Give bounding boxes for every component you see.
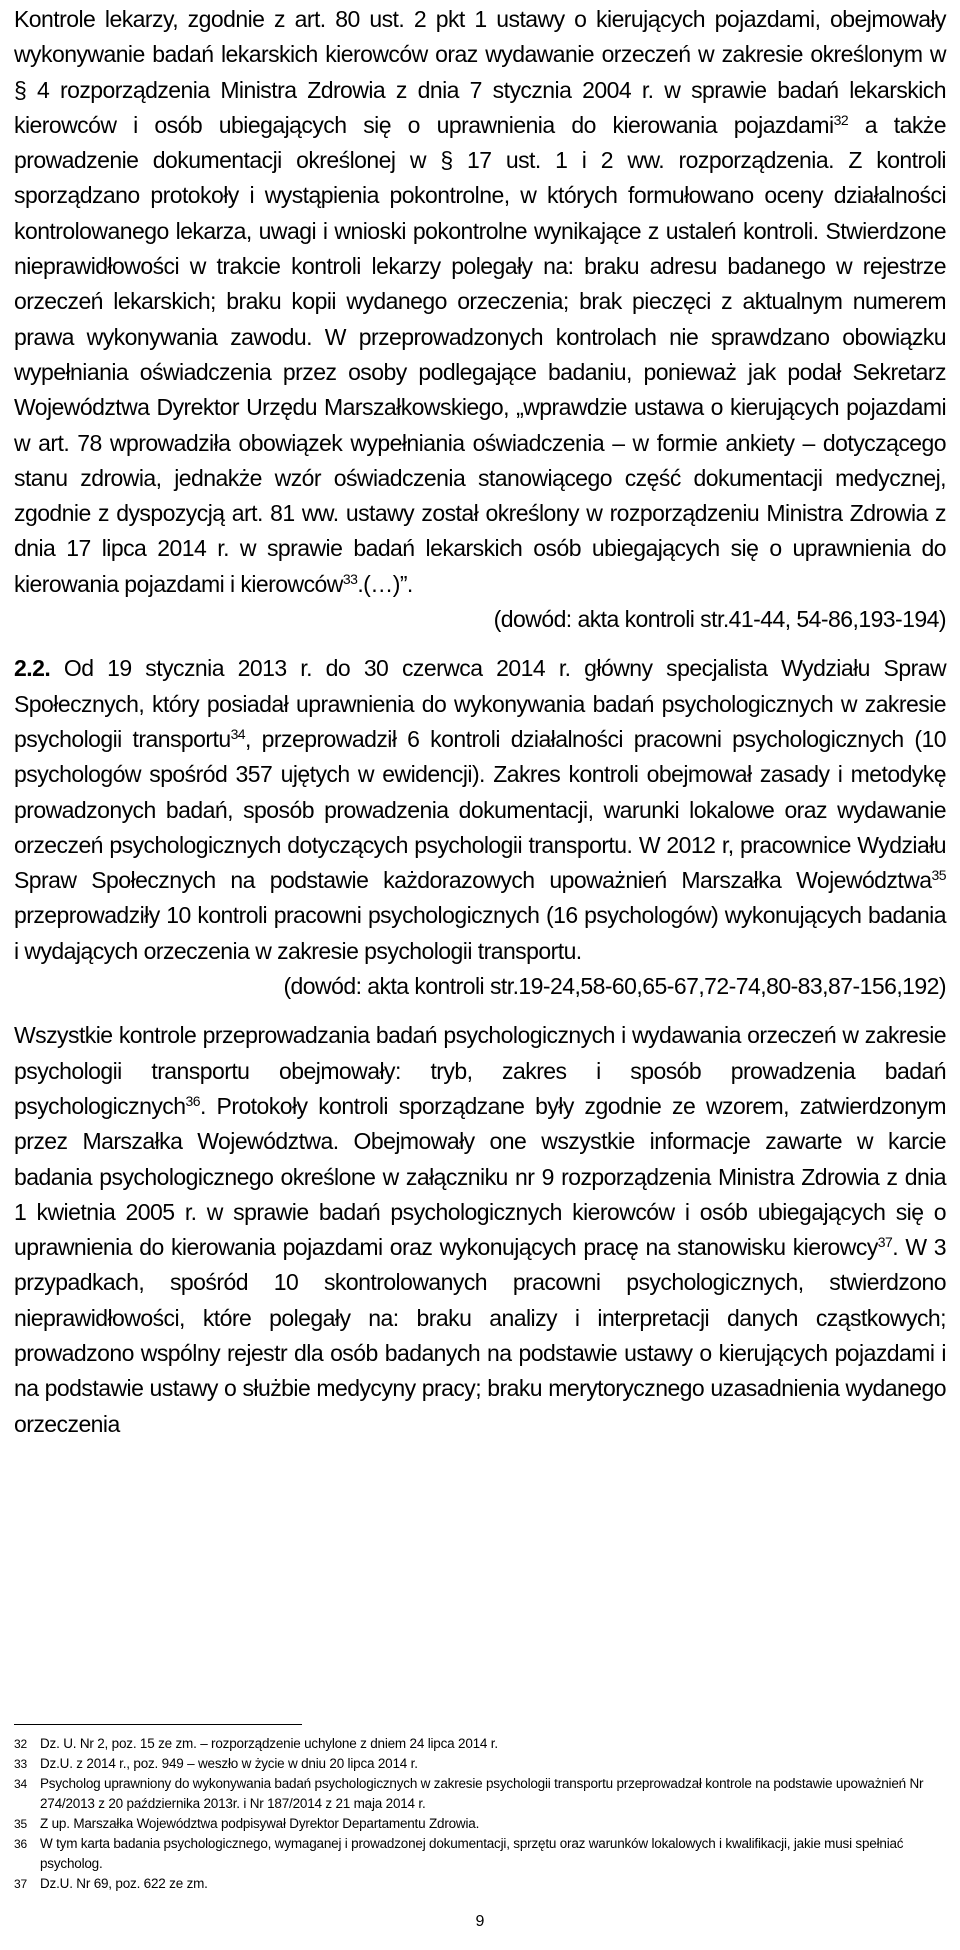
- footnote-ref-37[interactable]: 37: [877, 1234, 893, 1251]
- footnote-37: [14, 1874, 946, 1894]
- footnote-text: W tym karta badania psychologicznego, wymaganej i prowadzonej dokumentacji, sprzętu oraz warunków lokalowych i kwalifikacji, jakie musi spełniać psycholog.: [40, 1836, 904, 1871]
- paragraph-text: . Protokoły kontroli sporządzane były zgodnie ze wzorem, zatwierdzonym przez Marszałka Województwa. Obejmowały one wszystkie informacje zawarte w karcie badania psychologicznego określone w załączniku nr 9 rozporządzenia Ministra Zdrowia z dnia 1 kwietnia 2005 r. w sprawie badań psychologicznych kierowców i osób ubiegających się o uprawnienia do kierowania pojazdami oraz wykonujących pracę na stanowisku kierowcy: [14, 1092, 946, 1261]
- footnote-number: 32: [14, 1737, 27, 1751]
- paragraph-text: . W 3 przypadkach, spośród 10 skontrolowanych pracowni psychologicznych, stwierdzono nieprawidłowości, które polegały na: braku analizy i interpretacji danych cząstkowych; prowadzono wspólny rejestr dla osób badanych na podstawie ustawy o kierujących pojazdami i na podstawie ustawy o służbie medycyny pracy; braku merytorycznego uzasadnienia wydanego orzeczenia: [14, 1234, 946, 1437]
- main-body: [14, 2, 946, 1442]
- evidence-citation: (dowód: akta kontroli str.19-24,58-60,65-67,72-74,80-83,87-156,192): [283, 973, 946, 1000]
- footnote-separator: [14, 1724, 302, 1725]
- paragraph-text: przeprowadziły 10 kontroli pracowni psychologicznych (16 psychologów) wykonujących badania i wydających orzeczenia w zakresie psychologii transportu.: [14, 902, 946, 964]
- footnote-number: 35: [14, 1817, 27, 1831]
- footnote-ref-33[interactable]: 33: [342, 570, 358, 587]
- paragraph-psychological-inspections: [14, 1018, 946, 1442]
- footnote-text: Psycholog uprawniony do wykonywania badań psychologicznych w zakresie psychologii transportu przeprowadzał kontrole na podstawie upoważnień Nr 274/2013 z 20 października 2013r. i Nr 187/2014 z 21 maja 2014 r.: [40, 1776, 924, 1811]
- footnote-number: 36: [14, 1837, 27, 1851]
- section-number: 2.2.: [14, 655, 51, 682]
- footnote-text: Z up. Marszałka Województwa podpisywał Dyrektor Departamentu Zdrowia.: [40, 1816, 480, 1831]
- footnote-text: Dz.U. Nr 69, poz. 622 ze zm.: [40, 1876, 208, 1891]
- paragraph-text: , przeprowadził 6 kontroli działalności pracowni psychologicznych (10 psychologów spośród 357 ujętych w ewidencji). Zakres kontroli obejmował zasady i metodykę prowadzonych badań, sposób prowadzenia dokumentacji, warunki lokalowe oraz wydawanie orzeczeń psychologicznych dotyczących psychologii transportu. W 2012 r, pracownice Wydziału Spraw Społecznych na podstawie każdorazowych upoważnień Marszałka Województwa: [14, 725, 946, 894]
- footnote-33: [14, 1754, 946, 1774]
- paragraph-text: Wszystkie kontrole przeprowadzania badań psychologicznych i wydawania orzeczeń w zakresie psychologii transportu obejmowały: tryb, zakres i sposób prowadzenia badań psychologicznych: [14, 1022, 946, 1119]
- paragraph-text: .(…)”.: [357, 570, 413, 597]
- footnote-ref-32[interactable]: 32: [833, 111, 849, 128]
- footnotes: [14, 1734, 946, 1894]
- footnote-text: Dz. U. Nr 2, poz. 15 ze zm. – rozporządzenie uchylone z dniem 24 lipca 2014 r.: [40, 1736, 498, 1751]
- footnote-ref-34[interactable]: 34: [230, 725, 246, 742]
- paragraph-text: Kontrole lekarzy, zgodnie z art. 80 ust. 2 pkt 1 ustawy o kierujących pojazdami, obejmowały wykonywanie badań lekarskich kierowców oraz wydawanie orzeczeń w zakresie określonym w § 4 rozporządzenia Ministra Zdrowia z dnia 7 stycznia 2004 r. w sprawie badań lekarskich kierowców i osób ubiegających się o uprawnienia do kierowania pojazdami: [14, 6, 946, 138]
- paragraph-text: a także prowadzenie dokumentacji określonej w § 17 ust. 1 i 2 ww. rozporządzenia. Z kontroli sporządzano protokoły i wystąpienia pokontrolne, w których formułowano oceny działalności kontrolowanego lekarza, uwagi i wnioski pokontrolne wynikające z ustaleń kontroli. Stwierdzone nieprawidłowości w trakcie kontroli lekarzy polegały na: braku adresu badanego w rejestrze orzeczeń lekarskich; braku kopii wydanego orzeczenia; brak pieczęci z aktualnym numerem prawa wykonywania zawodu. W przeprowadzonych kontrolach nie sprawdzano obowiązku wypełniania oświadczenia przez osoby podlegające badaniu, ponieważ jak podał Sekretarz Województwa Dyrektor Urzędu Marszałkowskiego, „wprawdzie ustawa o kierujących pojazdami w art. 78 wprowadziła obowiązek wypełniania oświadczenia – w formie ankiety – dotyczącego stanu zdrowia, jednakże wzór oświadczenia stanowiącego część dokumentacji medycznej, zgodnie z dyspozycją art. 81 ww. ustawy został określony w rozporządzeniu Ministra Zdrowia z dnia 17 lipca 2014 r. w sprawie badań lekarskich osób ubiegających się o uprawnienia do kierowania pojazdami i kierowców: [14, 111, 946, 597]
- page-number: 9: [475, 1913, 485, 1930]
- paragraph-doctor-inspections: [14, 2, 946, 602]
- evidence-citation: (dowód: akta kontroli str.41-44, 54-86,193-194): [493, 606, 946, 633]
- footnote-ref-36[interactable]: 36: [185, 1092, 200, 1109]
- footnote-number: 34: [14, 1777, 27, 1791]
- footnote-36: [14, 1834, 946, 1874]
- footnote-number: 37: [14, 1877, 27, 1891]
- section-2-2-paragraph: [14, 651, 946, 969]
- footnote-35: [14, 1814, 946, 1834]
- footnote-number: 33: [14, 1757, 27, 1771]
- footnote-32: [14, 1734, 946, 1754]
- footnote-34: [14, 1774, 946, 1814]
- footnote-ref-35[interactable]: 35: [931, 867, 946, 884]
- footnote-text: Dz.U. z 2014 r., poz. 949 – weszło w życie w dniu 20 lipca 2014 r.: [40, 1756, 418, 1771]
- paragraph-text: Od 19 stycznia 2013 r. do 30 czerwca 2014 r. główny specjalista Wydziału Spraw Społecznych, który posiadał uprawnienia do wykonywania badań psychologicznych w zakresie psychologii transportu: [14, 655, 946, 752]
